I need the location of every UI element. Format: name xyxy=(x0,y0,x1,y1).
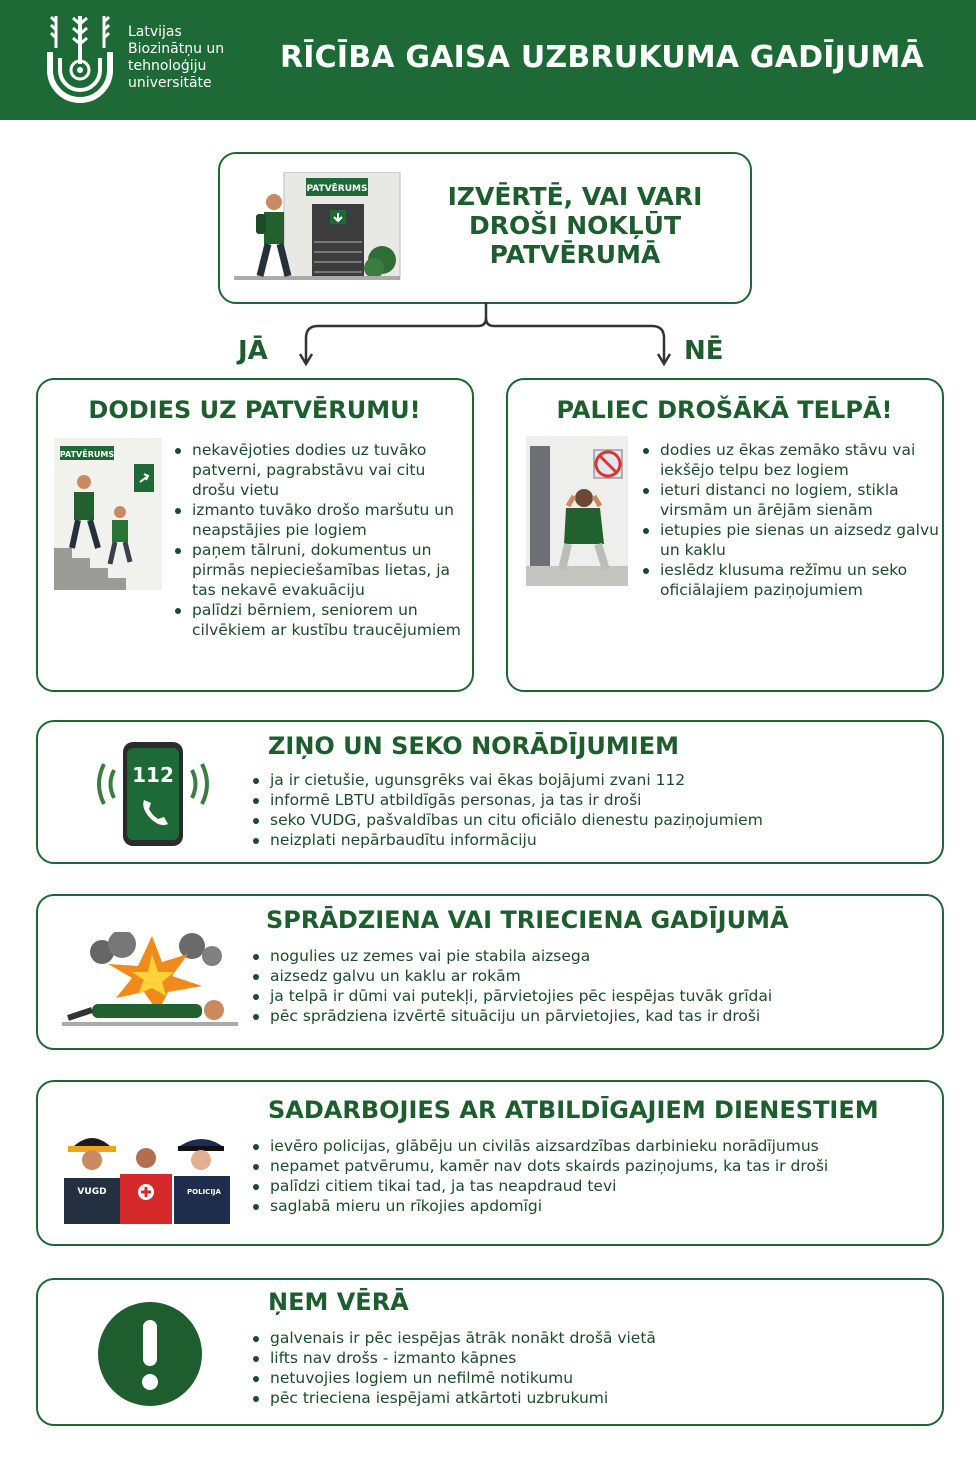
list-item: neizplati nepārbaudītu informāciju xyxy=(250,830,930,850)
list-item: izmanto tuvāko drošo maršutu un neapstājies pie logiem xyxy=(172,500,462,540)
notice-list xyxy=(250,1328,930,1408)
list-item: pēc sprādziena izvērtē situāciju un pārvietojies, kad tas ir droši xyxy=(250,1006,930,1026)
yes-card-list xyxy=(172,440,462,640)
branch-arrows-icon xyxy=(290,300,690,370)
report-title: ZIŅO UN SEKO NORĀDĪJUMIEM xyxy=(268,732,679,760)
list-item: dodies uz ēkas zemāko stāvu vai iekšējo telpu bez logiem xyxy=(640,440,940,480)
yes-card-title: DODIES UZ PATVĒRUMU! xyxy=(88,396,421,424)
list-item: saglabā mieru un rīkojies apdomīgi xyxy=(250,1196,930,1216)
list-item: informē LBTU atbildīgās personas, ja tas ir droši xyxy=(250,790,930,810)
list-item: galvenais ir pēc iespējas ātrāk nonākt drošā vietā xyxy=(250,1328,930,1348)
branch-yes-label: JĀ xyxy=(238,336,268,366)
list-item: netuvojies logiem un nefilmē notikumu xyxy=(250,1368,930,1388)
page-title: RĪCĪBA GAISA UZBRUKUMA GADĪJUMĀ xyxy=(280,40,924,75)
shelter-sign-label: PATVĒRUMS xyxy=(306,184,368,194)
yes-card xyxy=(36,378,474,692)
shelter-entrance-illustration-icon xyxy=(234,172,404,282)
list-item: pēc trieciena iespējami atkārtoti uzbrukumi xyxy=(250,1388,930,1408)
no-card xyxy=(506,378,944,692)
header-bar xyxy=(0,0,976,120)
fire-service-badge: VUGD xyxy=(77,1187,107,1197)
explosion-list xyxy=(250,946,930,1026)
emergency-services-illustration-icon xyxy=(54,1128,238,1224)
report-list xyxy=(250,770,930,850)
no-card-list xyxy=(640,440,940,600)
list-item: paņem tālruni, dokumentus un pirmās nepieciešamības lietas, ja tas nekavē evakuāciju xyxy=(172,540,462,600)
notice-title: ŅEM VĒRĀ xyxy=(268,1288,409,1316)
list-item: ietupies pie sienas un aizsedz galvu un kaklu xyxy=(640,520,940,560)
list-item: nepamet patvērumu, kamēr nav dots skairds paziņojums, ka tas ir droši xyxy=(250,1156,930,1176)
university-name: Latvijas Biozinātņu un tehnoloģiju universitāte xyxy=(128,24,225,91)
services-card xyxy=(36,1080,944,1246)
university-logo-icon xyxy=(44,12,116,106)
police-badge: POLICIJA xyxy=(187,1188,221,1196)
shelter-sign-label-small: PATVĒRUMS xyxy=(59,450,115,459)
list-item: aizsedz galvu un kaklu ar rokām xyxy=(250,966,930,986)
notice-card xyxy=(36,1278,944,1426)
people-to-shelter-illustration-icon xyxy=(54,438,162,590)
phone-number-label: 112 xyxy=(132,763,174,787)
list-item: seko VUDG, pašvaldības un citu oficiālo dienestu paziņojumiem xyxy=(250,810,930,830)
list-item: ievēro policijas, glābēju un civilās aizsardzības darbinieku norādījumus xyxy=(250,1136,930,1156)
no-card-title: PALIEC DROŠĀKĀ TELPĀ! xyxy=(556,396,893,424)
explosion-card xyxy=(36,894,944,1050)
question-card xyxy=(218,152,752,304)
services-list xyxy=(250,1136,930,1216)
crouching-person-illustration-icon xyxy=(526,436,628,586)
list-item: ja ir cietušie, ugunsgrēks vai ēkas bojājumi zvani 112 xyxy=(250,770,930,790)
question-text: IZVĒRTĒ, VAI VARI DROŠI NOKĻŪT PATVĒRUMĀ xyxy=(447,182,703,269)
branch-no-label: NĒ xyxy=(684,336,724,366)
list-item: lifts nav drošs - izmanto kāpnes xyxy=(250,1348,930,1368)
exclamation-icon xyxy=(96,1300,204,1408)
list-item: nekavējoties dodies uz tuvāko patverni, pagrabstāvu vai citu drošu vietu xyxy=(172,440,462,500)
list-item: ieturi distanci no logiem, stikla virsmām un ārējām sienām xyxy=(640,480,940,520)
list-item: palīdzi bērniem, seniorem un cilvēkiem ar kustību traucējumiem xyxy=(172,600,462,640)
list-item: ieslēdz klusuma režīmu un seko oficiālajiem paziņojumiem xyxy=(640,560,940,600)
explosion-illustration-icon xyxy=(62,932,238,1030)
list-item: ja telpā ir dūmi vai putekļi, pārvietojies pēc iespējas tuvāk grīdai xyxy=(250,986,930,1006)
list-item: palīdzi citiem tikai tad, ja tas neapdraud tevi xyxy=(250,1176,930,1196)
list-item: nogulies uz zemes vai pie stabila aizsega xyxy=(250,946,930,966)
explosion-title: SPRĀDZIENA VAI TRIECIENA GADĪJUMĀ xyxy=(266,906,789,934)
services-title: SADARBOJIES AR ATBILDĪGAJIEM DIENESTIEM xyxy=(268,1096,879,1124)
report-card xyxy=(36,720,944,864)
phone-112-icon xyxy=(90,738,216,850)
